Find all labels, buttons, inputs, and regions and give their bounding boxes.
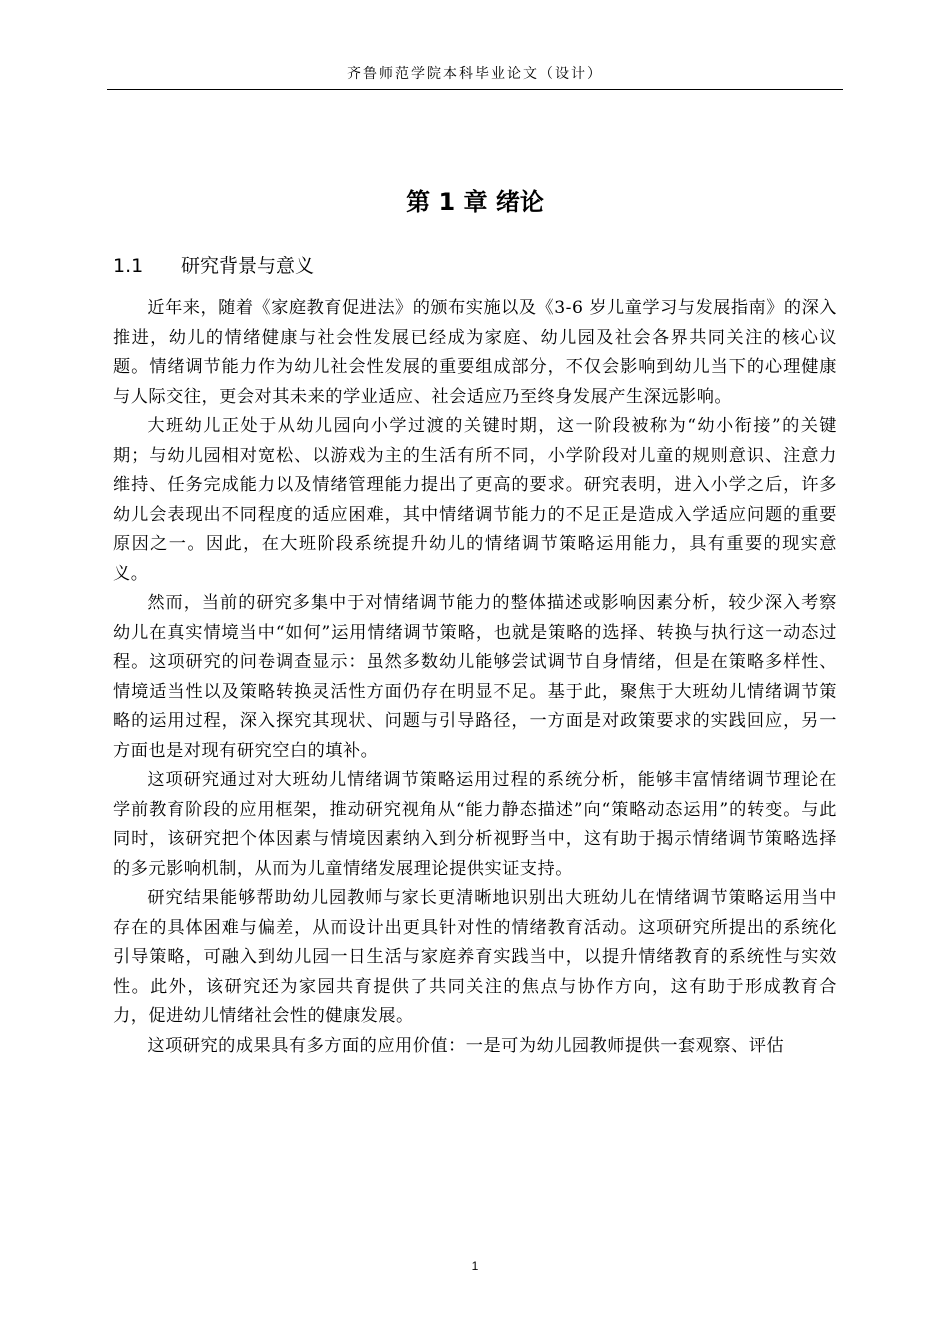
paragraph: 大班幼儿正处于从幼儿园向小学过渡的关键时期，这一阶段被称为“幼小衔接”的关键期；与幼儿园相对宽松、以游戏为主的生活有所不同，小学阶段对儿童的规则意识、注意力维持、任务完成能力以及情绪管理能力提出了更高的要求。研究表明，进入小学之后，许多幼儿会表现出不同程度的适应困难，其中情绪调节能力的不足正是造成入学适应问题的重要原因之一。因此，在大班阶段系统提升幼儿的情绪调节策略运用能力，具有重要的现实意义。 [113, 416, 837, 584]
paragraph: 近年来，随着《家庭教育促进法》的颁布实施以及《3-6 岁儿童学习与发展指南》的深入推进，幼儿的情绪健康与社会性发展已经成为家庭、幼儿园及社会各界共同关注的核心议题。情绪调节能力作为幼儿社会性发展的重要组成部分，不仅会影响到幼儿当下的心理健康与人际交往，更会对其未来的学业适应、社会适应乃至终身发展产生深远影响。 [113, 298, 837, 407]
paragraph: 研究结果能够帮助幼儿园教师与家长更清晰地识别出大班幼儿在情绪调节策略运用当中存在的具体困难与偏差，从而设计出更具针对性的情绪教育活动。这项研究所提出的系统化引导策略，可融入到幼儿园一日生活与家庭养育实践当中，以提升情绪教育的系统性与实效性。此外，该研究还为家园共育提供了共同关注的焦点与协作方向，这有助于形成教育合力，促进幼儿情绪社会性的健康发展。 [113, 888, 837, 1026]
paragraph: 然而，当前的研究多集中于对情绪调节能力的整体描述或影响因素分析，较少深入考察幼儿在真实情境当中“如何”运用情绪调节策略，也就是策略的选择、转换与执行这一动态过程。这项研究的问卷调查显示：虽然多数幼儿能够尝试调节自身情绪，但是在策略多样性、情境适当性以及策略转换灵活性方面仍存在明显不足。基于此，聚焦于大班幼儿情绪调节策略的运用过程，深入探究其现状、问题与引导路径，一方面是对政策要求的实践回应，另一方面也是对现有研究空白的填补。 [113, 593, 837, 761]
page-number: 1 [471, 1259, 479, 1273]
section-heading [113, 252, 833, 280]
running-header: 齐鲁师范学院本科毕业论文（设计） [347, 66, 603, 82]
body-text [113, 294, 837, 1061]
section-number: 1.1 [113, 255, 144, 277]
chapter-title: 第 1 章 绪论 [406, 188, 544, 216]
section-title: 研究背景与意义 [181, 255, 315, 277]
paragraph: 这项研究的成果具有多方面的应用价值：一是可为幼儿园教师提供一套观察、评估 [147, 1035, 785, 1056]
header-rule [107, 89, 843, 90]
paragraph: 这项研究通过对大班幼儿情绪调节策略运用过程的系统分析，能够丰富情绪调节理论在学前教育阶段的应用框架，推动研究视角从“能力静态描述”向“策略动态运用”的转变。与此同时，该研究把个体因素与情境因素纳入到分析视野当中，这有助于揭示情绪调节策略选择的多元影响机制，从而为儿童情绪发展理论提供实证支持。 [113, 770, 837, 879]
